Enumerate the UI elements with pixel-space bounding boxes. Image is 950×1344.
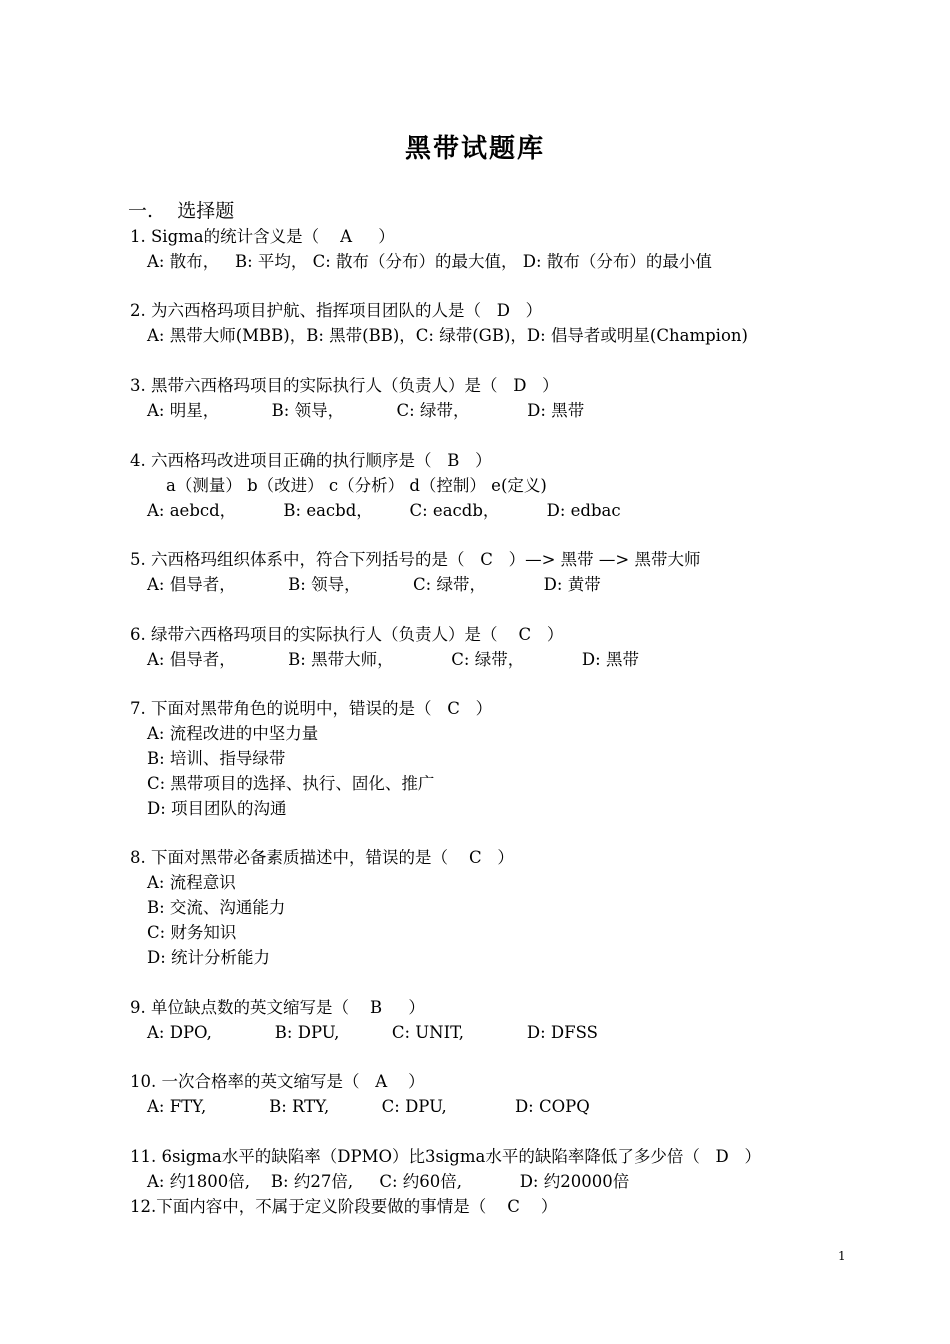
question-4: 4. 六西格玛改进项目正确的执行顺序是（ B ） <box>130 451 492 470</box>
question-6: 6. 绿带六西格玛项目的实际执行人（负责人）是（ C ） <box>130 625 564 644</box>
question-7-option-c: C: 黑带项目的选择、执行、固化、推广 <box>147 774 435 793</box>
question-11-options: A: 约1800倍, B: 约27倍, C: 约60倍, D: 约20000倍 <box>147 1172 630 1191</box>
question-12: 12.下面内容中，不属于定义阶段要做的事情是（ C ） <box>130 1197 558 1216</box>
question-7-option-a: A: 流程改进的中坚力量 <box>147 724 319 743</box>
question-8: 8. 下面对黑带必备素质描述中，错误的是（ C ） <box>130 848 514 867</box>
question-1-options: A: 散布， B: 平均， C: 散布（分布）的最大值， D: 散布（分布）的最小值 <box>147 252 712 271</box>
question-8-option-d: D: 统计分析能力 <box>147 948 271 967</box>
question-7: 7. 下面对黑带角色的说明中，错误的是（ C ） <box>130 699 493 718</box>
question-10-options: A: FTY, B: RTY, C: DPU, D: COPQ <box>147 1097 590 1116</box>
question-1: 1. Sigma的统计含义是（ A ） <box>130 227 395 246</box>
question-8-option-c: C: 财务知识 <box>147 923 237 942</box>
question-5: 5. 六西格玛组织体系中，符合下列括号的是（ C ）—> 黑带 —> 黑带大师 <box>130 550 701 569</box>
question-2: 2. 为六西格玛项目护航、指挥项目团队的人是（ D ） <box>130 301 543 320</box>
question-7-option-d: D: 项目团队的沟通 <box>147 799 287 818</box>
question-9-options: A: DPO, B: DPU, C: UNIT, D: DFSS <box>147 1023 598 1042</box>
document-title: 黑带试题库 <box>404 134 545 164</box>
page-number: 1 <box>838 1249 846 1263</box>
question-8-option-a: A: 流程意识 <box>147 873 236 892</box>
question-10: 10. 一次合格率的英文缩写是（ A ） <box>130 1072 425 1091</box>
question-2-options: A: 黑带大师(MBB)，B: 黑带(BB)，C: 绿带(GB)，D: 倡导者或明星(Champion) <box>147 326 748 345</box>
question-6-options: A: 倡导者， B: 黑带大师， C: 绿带， D: 黑带 <box>147 650 639 669</box>
question-11: 11. 6sigma水平的缺陷率（DPMO）比3sigma水平的缺陷率降低了多少倍（ D ） <box>130 1147 762 1166</box>
question-3-options: A: 明星， B: 领导， C: 绿带， D: 黑带 <box>147 401 585 420</box>
question-9: 9. 单位缺点数的英文缩写是（ B ） <box>130 998 425 1017</box>
question-7-option-b: B: 培训、指导绿带 <box>147 749 286 768</box>
question-5-options: A: 倡导者， B: 领导， C: 绿带， D: 黄带 <box>147 575 601 594</box>
question-8-option-b: B: 交流、沟通能力 <box>147 898 286 917</box>
question-4-steps: a（测量） b（改进） c（分析） d（控制） e(定义) <box>166 476 547 495</box>
question-3: 3. 黑带六西格玛项目的实际执行人（负责人）是（ D ） <box>130 376 559 395</box>
question-4-options: A: aebcd， B: eacbd， C: eacdb， D: edbac <box>147 501 621 520</box>
section-heading: 一. 选择题 <box>128 200 235 222</box>
